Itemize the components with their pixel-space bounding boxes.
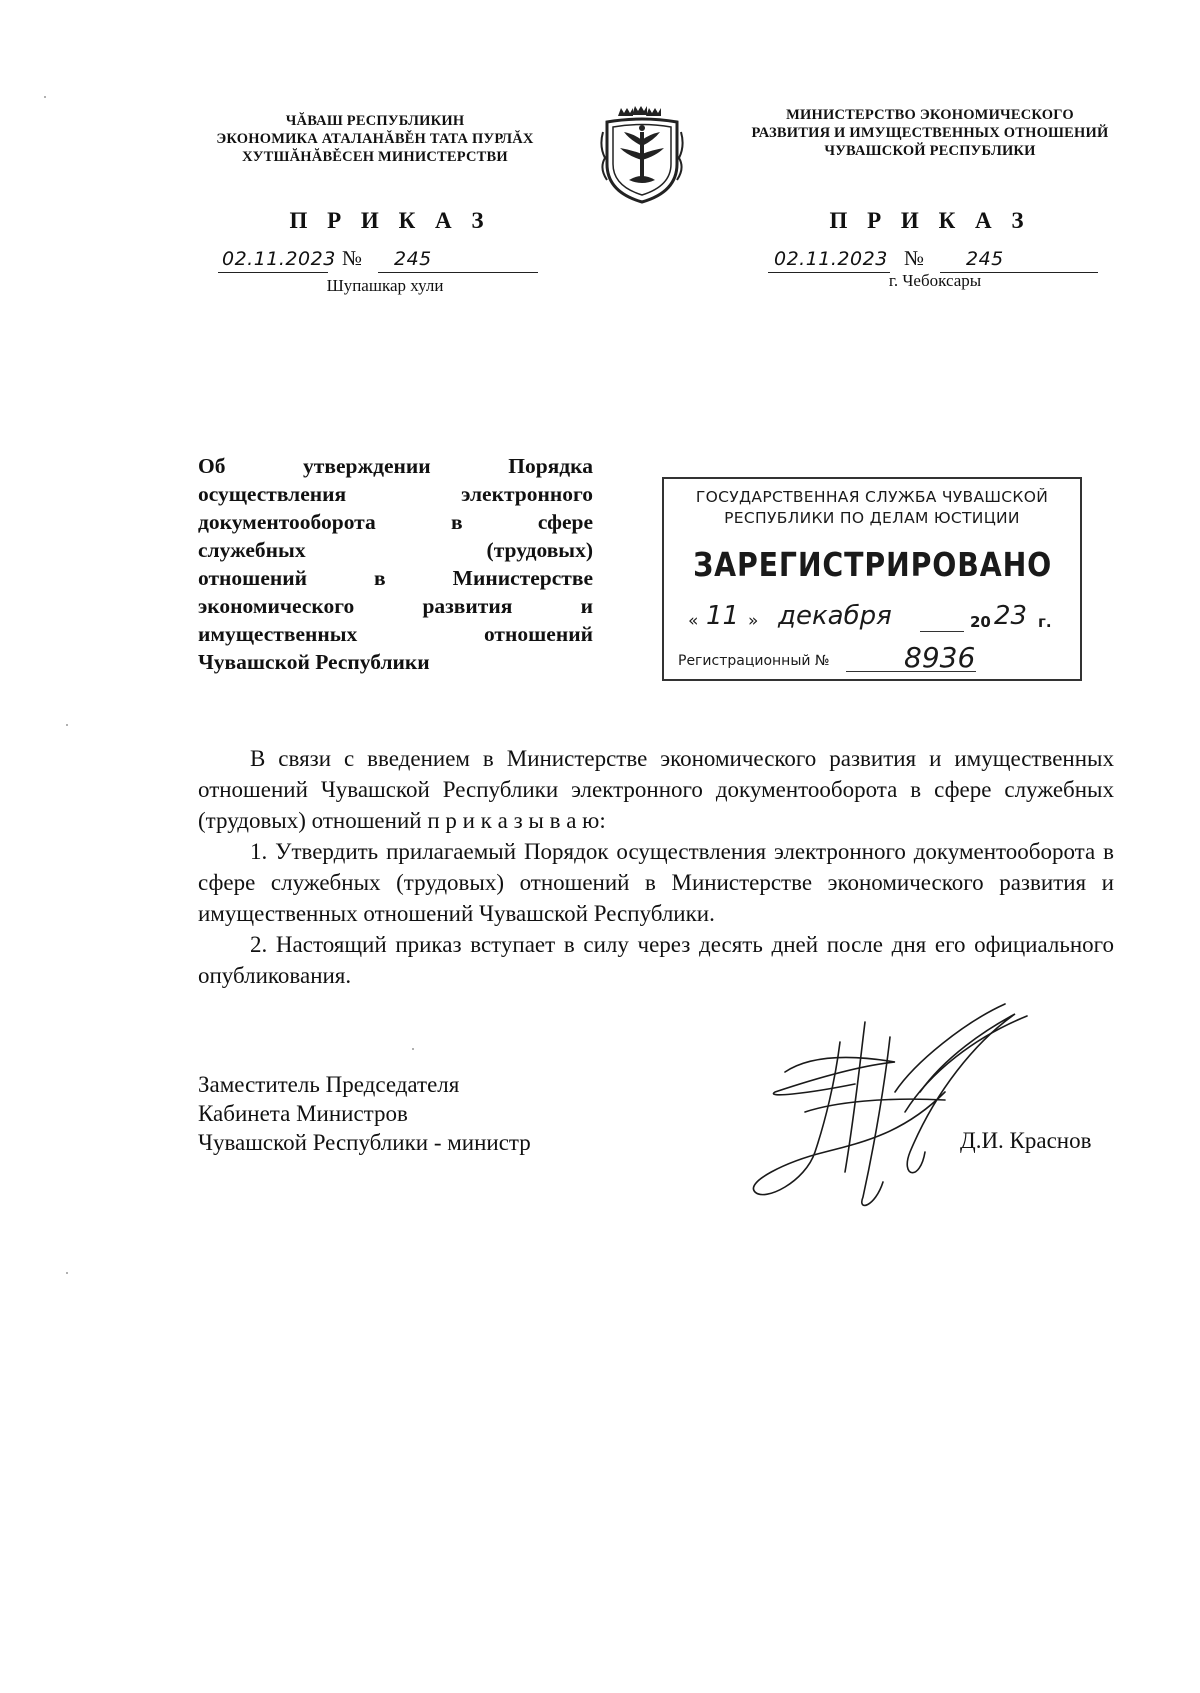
body-paragraph: 1. Утвердить прилагаемый Порядок осуществления электронного документооборота в сфере служебных (трудовых) отношений в Министерстве экономического развития и имущественных отношений Чувашской Республики. — [198, 839, 1114, 926]
quote-open: « — [688, 611, 699, 631]
registration-stamp — [662, 477, 1082, 681]
title-line: служебных (трудовых) — [198, 538, 593, 562]
order-place-left: Шупашкар хули — [326, 276, 444, 295]
stamp-registered: ЗАРЕГИСТРИРОВАНО — [693, 545, 1053, 584]
order-date: 02.11.2023 — [222, 248, 336, 270]
chuvash-republic-emblem-icon — [599, 102, 685, 206]
header-right-line: РАЗВИТИЯ И ИМУЩЕСТВЕННЫХ ОТНОШЕНИЙ — [751, 125, 1109, 141]
document-title — [198, 452, 593, 676]
title-line: отношений в Министерстве — [198, 566, 593, 590]
header-ministry-russian — [720, 106, 1140, 160]
signer-position-line: Заместитель Председателя — [198, 1072, 460, 1097]
title-line: осуществления электронного — [198, 482, 593, 506]
number-sign: № — [904, 246, 925, 270]
order-date-number-right — [768, 243, 1098, 273]
stamp-month: декабря — [778, 601, 892, 631]
order-heading-right: П Р И К А З — [829, 208, 1031, 233]
order-date: 02.11.2023 — [774, 248, 888, 270]
header-left-line: ЭКОНОМИКА АТАЛАНĂВĚН ТАТА ПУРЛĂХ — [216, 131, 534, 147]
order-number: 245 — [394, 248, 432, 270]
title-line: Чувашской Республики — [198, 650, 430, 674]
body-paragraph: В связи с введением в Министерстве экономического развития и имущественных отношений Чувашской Республики электронного документооборота в сфере служебных (трудовых) отношений п р и к а з ы в а ю: — [198, 746, 1114, 833]
header-right-line: ЧУВАШСКОЙ РЕСПУБЛИКИ — [824, 143, 1036, 159]
signer-position-line: Кабинета Министров — [198, 1101, 408, 1126]
stamp-registration-number — [678, 641, 1058, 675]
header-right-line: МИНИСТЕРСТВО ЭКОНОМИЧЕСКОГО — [786, 107, 1074, 123]
title-line: Об утверждении Порядка — [198, 454, 593, 478]
stamp-day: 11 — [706, 601, 740, 631]
order-heading-left: П Р И К А З — [289, 208, 491, 233]
document-body — [198, 743, 1114, 991]
order-place-right: г. Чебоксары — [888, 271, 982, 290]
order-number: 245 — [966, 248, 1004, 270]
handwritten-signature-icon — [745, 1002, 1035, 1222]
header-left-line: ЧĂВАШ РЕСПУБЛИКИН — [285, 113, 465, 129]
header-left-line: ХУТШĂНĂВĚСЕН МИНИСТЕРСТВИ — [242, 149, 508, 165]
year-unit: г. — [1038, 613, 1052, 631]
reg-label: Регистрационный № — [678, 653, 830, 669]
title-line: документооборота в сфере — [198, 510, 593, 534]
stamp-organization — [664, 487, 1080, 529]
reg-number: 8936 — [904, 641, 976, 674]
stamp-date — [688, 601, 1068, 635]
year-prefix: 20 — [970, 613, 991, 631]
title-line: экономического развития и — [198, 594, 593, 618]
stamp-org-line: РЕСПУБЛИКИ ПО ДЕЛАМ ЮСТИЦИИ — [724, 509, 1020, 527]
stamp-year: 23 — [994, 601, 1028, 631]
signer-name: Д.И. Краснов — [960, 1128, 1092, 1153]
order-date-number-left — [218, 243, 538, 273]
number-sign: № — [342, 246, 363, 270]
signer-position-line: Чувашской Республики - министр — [198, 1130, 531, 1155]
title-line: имущественных отношений — [198, 622, 593, 646]
stamp-org-line: ГОСУДАРСТВЕННАЯ СЛУЖБА ЧУВАШСКОЙ — [695, 488, 1049, 506]
header-ministry-chuvash — [190, 112, 560, 166]
body-paragraph: 2. Настоящий приказ вступает в силу через десять дней после дня его официального опубликования. — [198, 932, 1114, 988]
quote-close: » — [748, 611, 759, 631]
signer-position — [198, 1070, 531, 1157]
